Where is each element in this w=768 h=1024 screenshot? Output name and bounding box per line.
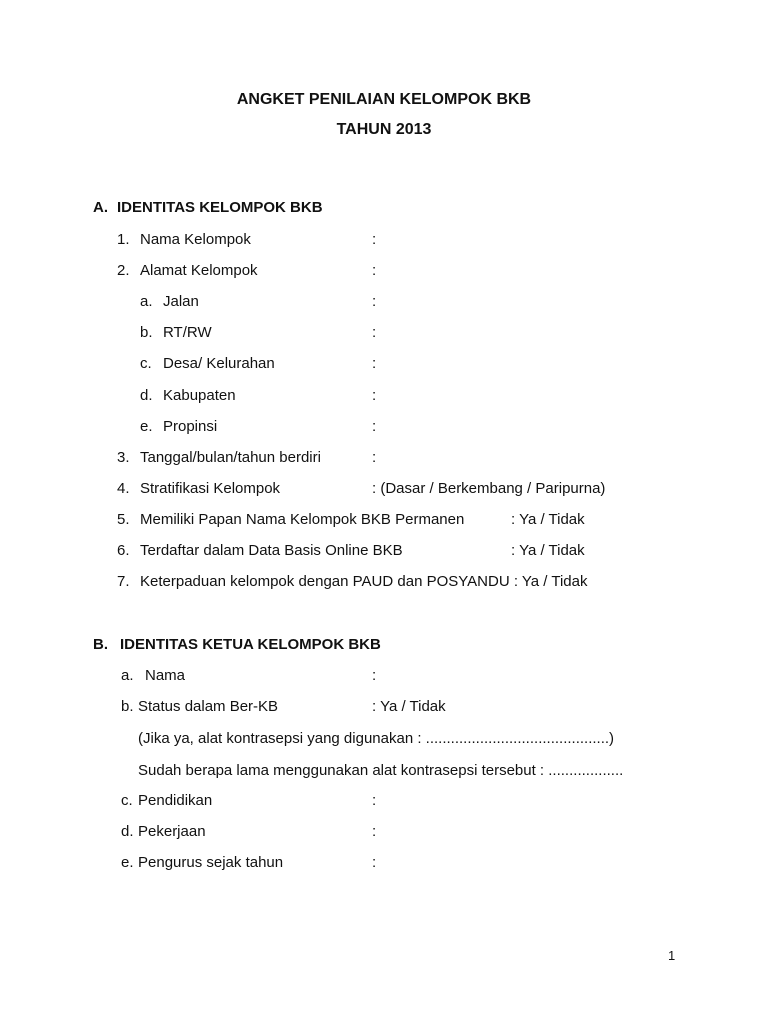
field-colon: :	[372, 854, 377, 871]
page-number: 1	[668, 948, 676, 963]
field-colon: :	[372, 792, 377, 809]
field-colon: :	[372, 262, 377, 279]
item-letter: e.	[140, 418, 153, 435]
item-letter: d.	[140, 387, 153, 404]
field-label-status-ber-kb: Status dalam Ber-KB	[138, 698, 279, 715]
item-number: 3.	[117, 449, 130, 466]
field-options-stratifikasi: : (Dasar / Berkembang / Paripurna)	[372, 480, 606, 497]
item-number: 2.	[117, 262, 130, 279]
field-label-tanggal-berdiri: Tanggal/bulan/tahun berdiri	[140, 449, 321, 466]
item-number: 4.	[117, 480, 130, 497]
field-label-stratifikasi: Stratifikasi Kelompok	[140, 480, 281, 497]
field-label-nama-kelompok: Nama Kelompok	[140, 231, 251, 248]
document-title: ANGKET PENILAIAN KELOMPOK BKB	[236, 91, 532, 108]
document-year: TAHUN 2013	[336, 121, 432, 138]
field-label-kabupaten: Kabupaten	[163, 387, 236, 404]
item-number: 7.	[117, 573, 130, 590]
field-label-data-basis: Terdaftar dalam Data Basis Online BKB	[140, 542, 403, 559]
field-colon: :	[372, 293, 377, 310]
field-colon: :	[372, 324, 377, 341]
field-colon: :	[372, 418, 377, 435]
field-label-pendidikan: Pendidikan	[138, 792, 213, 809]
field-colon: :	[372, 355, 377, 372]
field-colon: :	[372, 823, 377, 840]
item-letter: a.	[140, 293, 153, 310]
item-letter: b.	[121, 698, 134, 715]
item-letter: e.	[121, 854, 134, 871]
section-b-marker: B.	[93, 636, 108, 653]
item-number: 5.	[117, 511, 130, 528]
field-colon: :	[372, 449, 377, 466]
section-b-heading: IDENTITAS KETUA KELOMPOK BKB	[120, 636, 381, 653]
item-letter: b.	[140, 324, 153, 341]
field-options-ya-tidak: : Ya / Tidak	[372, 698, 446, 715]
field-options-ya-tidak: : Ya / Tidak	[511, 511, 585, 528]
field-label-jalan: Jalan	[163, 293, 199, 310]
item-letter: c.	[140, 355, 152, 372]
item-letter: d.	[121, 823, 134, 840]
field-colon: :	[372, 387, 377, 404]
field-label-alamat-kelompok: Alamat Kelompok	[140, 262, 258, 279]
item-number: 1.	[117, 231, 130, 248]
item-number: 6.	[117, 542, 130, 559]
field-note-lama-kontrasepsi: Sudah berapa lama menggunakan alat kontrasepsi tersebut : ..................	[138, 762, 624, 779]
field-label-pengurus-sejak: Pengurus sejak tahun	[138, 854, 284, 871]
section-a-heading: IDENTITAS KELOMPOK BKB	[117, 199, 323, 216]
item-letter: a.	[121, 667, 134, 684]
field-label-propinsi: Propinsi	[163, 418, 218, 435]
field-colon: :	[372, 231, 377, 248]
field-note-kontrasepsi: (Jika ya, alat kontrasepsi yang digunakan : ............................................)	[138, 730, 615, 747]
section-a-marker: A.	[93, 199, 108, 216]
field-label-desa-kelurahan: Desa/ Kelurahan	[163, 355, 275, 372]
field-colon: :	[372, 667, 377, 684]
field-label-keterpaduan: Keterpaduan kelompok dengan PAUD dan POSYANDU : Ya / Tidak	[140, 573, 588, 590]
field-label-rt-rw: RT/RW	[163, 324, 212, 341]
field-label-nama: Nama	[145, 667, 186, 684]
field-options-ya-tidak: : Ya / Tidak	[511, 542, 585, 559]
item-letter: c.	[121, 792, 133, 809]
field-label-papan-nama: Memiliki Papan Nama Kelompok BKB Permanen	[140, 511, 465, 528]
field-label-pekerjaan: Pekerjaan	[138, 823, 206, 840]
